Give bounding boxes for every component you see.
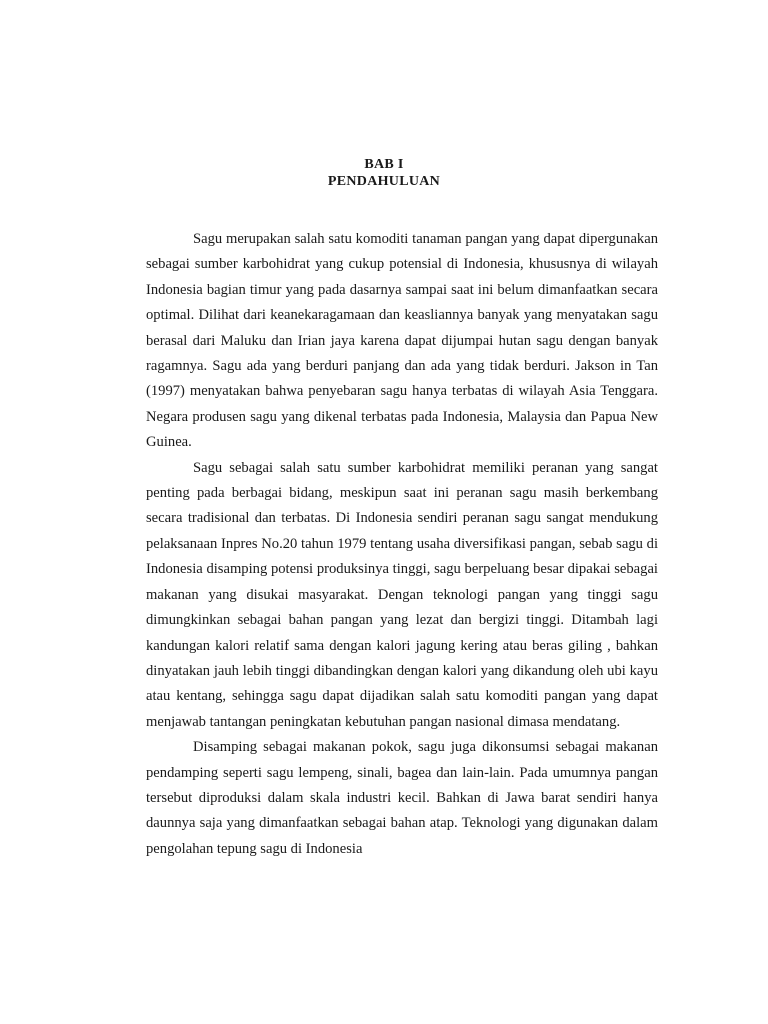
chapter-number: BAB I [364, 157, 404, 172]
body-text [146, 227, 658, 862]
paragraph: Disamping sebagai makanan pokok, sagu juga dikonsumsi sebagai makanan pendamping seperti sagu lempeng, sinali, bagea dan lain-lain. Pada umumnya pangan tersebut diproduksi dalam skala industri kecil. Bahkan di Jawa barat sendiri hanya daunnya saja yang dimanfaatkan sebagai bahan atap. Teknologi yang digunakan dalam pengolahan tepung sagu di Indonesia [146, 739, 658, 857]
paragraph: Sagu sebagai salah satu sumber karbohidrat memiliki peranan yang sangat penting pada berbagai bidang, meskipun saat ini peranan sagu masih berkembang secara tradisional dan terbatas. Di Indonesia sendiri peranan sagu sangat mendukung pelaksanaan Inpres No.20 tahun 1979 tentang usaha diversifikasi pangan, sebab sagu di Indonesia disamping potensi produksinya tinggi, sagu berpeluang besar dipakai sebagai makanan yang disukai masyarakat. Dengan teknologi pangan yang tinggi sagu dimungkinkan sebagai bahan pangan yang lezat dan bergizi tinggi. Ditambah lagi kandungan kalori relatif sama dengan kalori jagung kering atau beras giling , bahkan dinyatakan jauh lebih tinggi dibandingkan dengan kalori yang dikandung oleh ubi kayu atau kentang, sehingga sagu dapat dijadikan salah satu komoditi pangan yang dapat menjawab tantangan peningkatan kebutuhan pangan nasional dimasa mendatang. [146, 459, 658, 730]
chapter-title: PENDAHULUAN [327, 174, 441, 189]
chapter-heading [0, 156, 768, 190]
paragraph: Sagu merupakan salah satu komoditi tanaman pangan yang dapat dipergunakan sebagai sumber karbohidrat yang cukup potensial di Indonesia, khususnya di wilayah Indonesia bagian timur yang pada dasarnya sampai saat ini belum dimanfaatkan secara optimal. Dilihat dari keanekaragamaan dan keasliannya banyak yang menyatakan sagu berasal dari Maluku dan Irian jaya karena dapat dijumpai hutan sagu dengan banyak ragamnya. Sagu ada yang berduri panjang dan ada yang tidak berduri. Jakson in Tan (1997) menyatakan bahwa penyebaran sagu hanya terbatas di wilayah Asia Tenggara. Negara produsen sagu yang dikenal terbatas pada Indonesia, Malaysia dan Papua New Guinea. [146, 231, 658, 451]
